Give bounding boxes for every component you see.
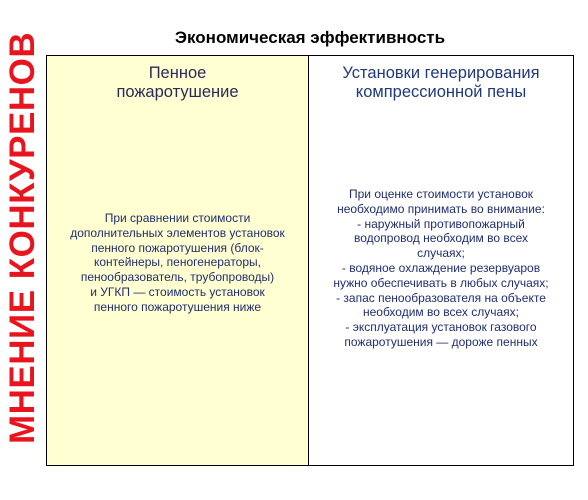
slide-title: Экономическая эффективность: [174, 28, 446, 47]
foam-extinguishing-header: Пенное пожаротушение: [116, 64, 239, 101]
comparison-table: [46, 55, 574, 466]
compressed-foam-column: [309, 56, 573, 465]
compressed-foam-header: Установки генерирования компрессионной пены: [342, 64, 540, 101]
compressed-foam-text: При оценке стоимости установок необходимо принимать во внимание: - наружный противопожарный водопровод необходим во всех случаях; - водяное охлаждение резервуаров нужно обеспечивать в любых случаях; - запас пенообразователя на объекте необходим во всех случаях; - эксплуатация установок газового пожаротушения — дороже пенных: [333, 187, 549, 349]
side-label: МНЕНИЕ КОНКУРЕНОВ: [3, 31, 42, 444]
foam-extinguishing-text: При сравнении стоимости дополнительных элементов установок пенного пожаротушения (блок- контейнеры, пеногенераторы, пенообразователь, трубопроводы) и УГКП — стоимость установок пенного пожаротушения ниже: [70, 211, 285, 314]
foam-extinguishing-column: [47, 56, 309, 465]
